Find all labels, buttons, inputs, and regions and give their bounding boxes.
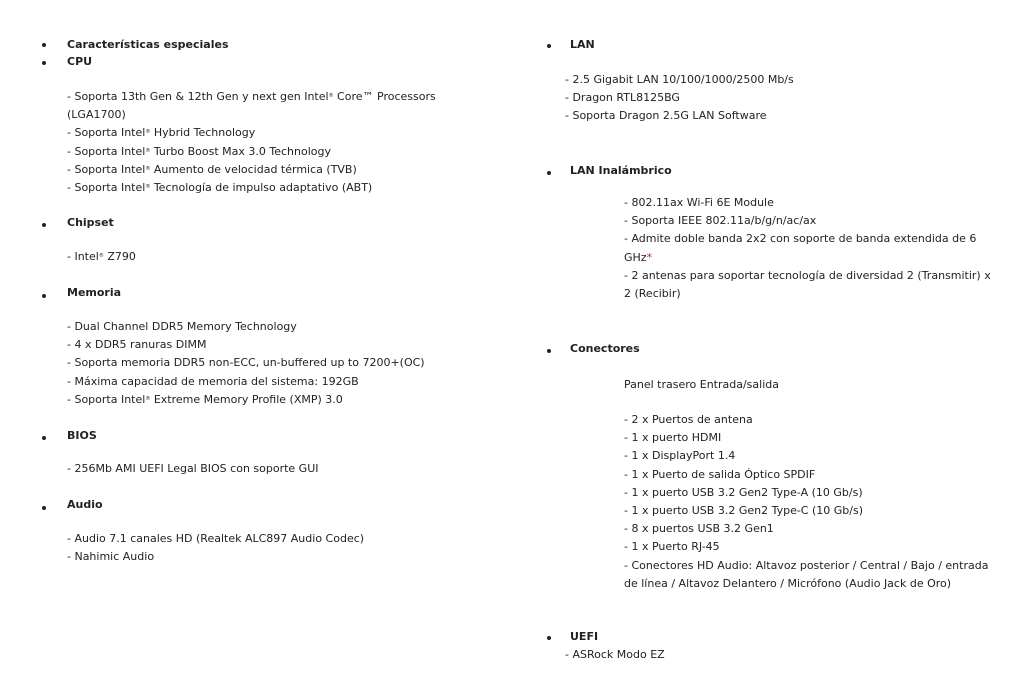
memoria-item: - Soporta Intel® Extreme Memory Profile (XMP) 3.0 [67, 392, 343, 406]
conector-item: - 1 x Puerto RJ-45 [624, 540, 720, 554]
cpu-item: (LGA1700) [67, 108, 126, 122]
conector-item: - 1 x puerto USB 3.2 Gen2 Type-A (10 Gb/s) [624, 485, 863, 499]
bullet-icon [42, 223, 46, 227]
uefi-list [565, 646, 665, 664]
lan-item: - Dragon RTL8125BG [565, 91, 680, 105]
wifi-item: - 2 antenas para soportar tecnología de diversidad 2 (Transmitir) x 2 (Recibir) [624, 268, 991, 301]
memoria-item: - Dual Channel DDR5 Memory Technology [67, 320, 297, 333]
cpu-item: - Soporta Intel® Aumento de velocidad térmica (TVB) [67, 162, 357, 176]
cpu-item: - Soporta Intel® Hybrid Technology [67, 126, 256, 140]
bullet-icon [547, 171, 551, 175]
audio-list [67, 530, 364, 566]
bullet-icon [547, 636, 551, 640]
conectores-panel-label: Panel trasero Entrada/salida [624, 378, 779, 391]
section-title-uefi: UEFI [570, 630, 599, 643]
bios-list [67, 460, 319, 478]
cpu-item: - Soporta 13th Gen & 12th Gen y next gen Intel® Core™ Processors [67, 90, 436, 103]
footnote-marker: * [646, 250, 653, 264]
section-title-wifi: LAN Inalámbrico [570, 164, 672, 177]
lan-item: - 2.5 Gigabit LAN 10/100/1000/2500 Mb/s [565, 73, 794, 86]
bullet-icon [547, 349, 551, 353]
section-title-conectores: Conectores [570, 342, 640, 355]
memoria-item: - 4 x DDR5 ranuras DIMM [67, 338, 207, 352]
uefi-item: - ASRock Modo EZ [565, 648, 665, 661]
wifi-item: - Soporta IEEE 802.11a/b/g/n/ac/ax [624, 214, 817, 228]
wifi-item: - Admite doble banda 2x2 con soporte de banda extendida de 6 GHz* [624, 232, 977, 264]
conector-item: - 2 x Puertos de antena [624, 413, 753, 426]
memoria-list [67, 318, 425, 409]
section-title-chipset: Chipset [67, 216, 114, 229]
cpu-item: - Soporta Intel® Turbo Boost Max 3.0 Technology [67, 144, 331, 158]
chipset-item: - Intel® Z790 [67, 250, 136, 263]
audio-item: - Audio 7.1 canales HD (Realtek ALC897 Audio Codec) [67, 532, 365, 545]
section-title-lan: LAN [570, 38, 595, 51]
bullet-icon [547, 44, 551, 48]
memoria-item: - Soporta memoria DDR5 non-ECC, un-buffered up to 7200+(OC) [67, 356, 425, 370]
bullet-icon [42, 436, 46, 440]
cpu-item: - Soporta Intel® Tecnología de impulso adaptativo (ABT) [67, 181, 373, 195]
section-title-caracteristicas: Características especiales [67, 38, 229, 51]
bios-item: - 256Mb AMI UEFI Legal BIOS con soporte GUI [67, 462, 319, 475]
chipset-list [67, 248, 136, 266]
lan-list [565, 71, 794, 126]
bullet-icon [42, 43, 46, 47]
conectores-list [624, 411, 996, 593]
wifi-item: - 802.11ax Wi-Fi 6E Module [624, 196, 774, 209]
section-title-cpu: CPU [67, 55, 93, 68]
conector-item: - 8 x puertos USB 3.2 Gen1 [624, 522, 774, 536]
cpu-list [67, 88, 436, 197]
section-title-memoria: Memoria [67, 286, 122, 299]
section-title-bios: BIOS [67, 429, 97, 442]
lan-item: - Soporta Dragon 2.5G LAN Software [565, 109, 767, 123]
conector-item: - Conectores HD Audio: Altavoz posterior / Central / Bajo / entrada de línea / Altavoz Delantero / Micrófono (Audio Jack de Oro) [624, 558, 989, 590]
bullet-icon [42, 506, 46, 510]
bullet-icon [42, 294, 46, 298]
conector-item: - 1 x puerto HDMI [624, 431, 722, 445]
conector-item: - 1 x puerto USB 3.2 Gen2 Type-C (10 Gb/s) [624, 504, 864, 518]
conector-item: - 1 x Puerto de salida Óptico SPDIF [624, 467, 816, 481]
wifi-list [624, 194, 996, 303]
conector-item: - 1 x DisplayPort 1.4 [624, 449, 736, 463]
audio-item: - Nahimic Audio [67, 550, 155, 564]
bullet-icon [42, 61, 46, 65]
memoria-item: - Máxima capacidad de memoria del sistema: 192GB [67, 374, 359, 388]
section-title-audio: Audio [67, 498, 103, 511]
